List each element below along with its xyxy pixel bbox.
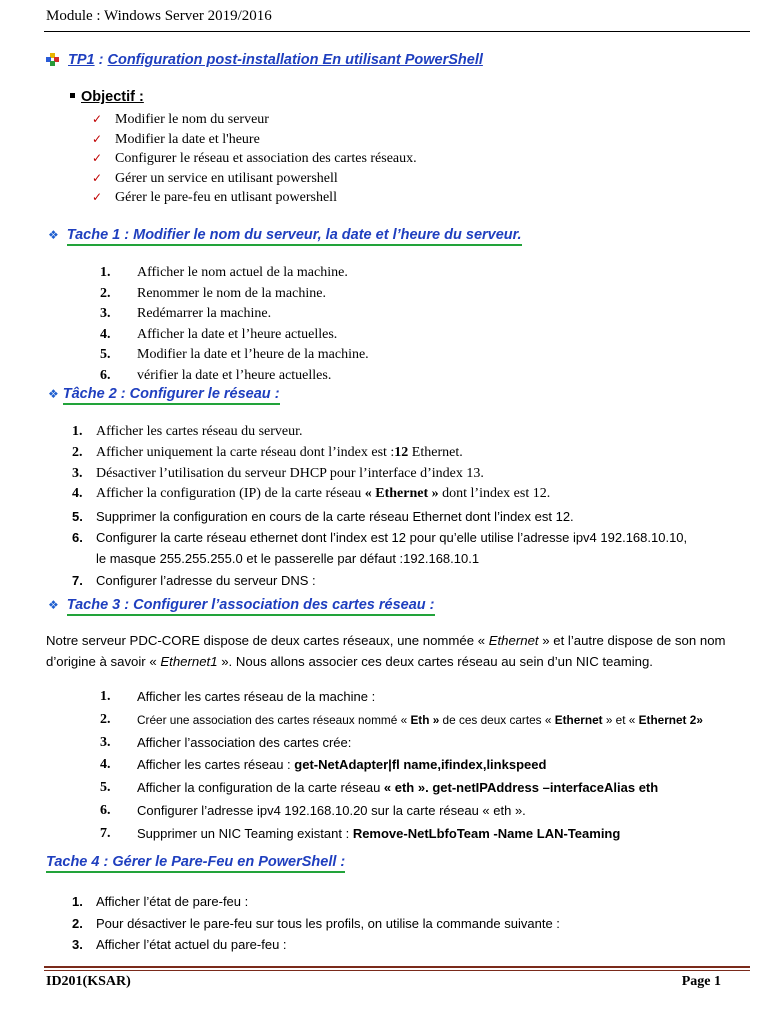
list-item-text: Afficher les cartes réseau de la machine : (137, 689, 376, 704)
page-number: Page 1 (681, 974, 721, 989)
list-item: 7. Configurer l’adresse du serveur DNS : (72, 573, 316, 588)
tache3-paragraph (46, 630, 746, 672)
tache4-title (46, 854, 345, 870)
list-item-bold: Ethernet 2» (638, 712, 703, 727)
list-item-text: Pour désactiver le pare-feu sur tous les profils, on utilise la commande suivante : (96, 915, 560, 931)
tache2-list (72, 424, 688, 588)
list-item-continuation (96, 551, 687, 573)
tache4-heading: Tache 4 : Gérer le Pare-Feu en PowerShell : (46, 854, 345, 873)
list-item: 3. Afficher l’état actuel du pare-feu : (72, 937, 287, 952)
list-item: 1. Afficher le nom actuel de la machine. (100, 265, 348, 280)
list-item: 3. Afficher l’association des cartes crée: (100, 734, 352, 750)
para-italic: Ethernet1 (160, 654, 218, 669)
list-item-text: Afficher uniquement la carte réseau dont l’index est : (96, 444, 395, 460)
list-item (92, 149, 417, 169)
para-text: ». Nous allons associer ces deux cartes réseau au sein d’un NIC teaming. (217, 654, 653, 669)
diamond-bullet-icon: ❖ (48, 387, 59, 401)
list-item-text: Afficher la configuration (IP) de la carte réseau (96, 485, 365, 501)
list-item-text: vérifier la date et l’heure actuelles. (137, 367, 332, 383)
list-item-text: de ces deux cartes « (439, 712, 555, 727)
list-item: 5. Modifier la date et l’heure de la machine. (100, 347, 369, 363)
colored-squares-icon (46, 53, 60, 65)
list-item-text: Afficher le nom actuel de la machine. (137, 265, 348, 280)
list-item: 6. Configurer la carte réseau ethernet dont l’index est 12 pour qu’elle utilise l’adresse ipv4 192.168.10.10, (72, 530, 688, 545)
list-item-text: Supprimer la configuration en cours de la carte réseau Ethernet dont l’index est 12. (96, 508, 574, 524)
square-bullet-icon (70, 93, 75, 98)
objectif-item: Configurer le réseau et association des cartes réseaux. (115, 151, 417, 167)
objectif-label: Objectif : (81, 89, 144, 105)
checkmark-icon: ✓ (92, 112, 103, 126)
diamond-bullet-icon: ❖ (48, 598, 59, 612)
list-item-text: Afficher l’état de pare-feu : (96, 894, 249, 909)
tp-separator: : (94, 52, 108, 68)
objectif-item: Gérer un service en utilisant powershell (115, 170, 338, 186)
list-item-bold: 12 (394, 444, 409, 460)
list-item-bold: Eth » (410, 712, 440, 727)
tache3-list (100, 686, 703, 846)
list-item-bold: « Ethernet » (364, 485, 439, 501)
list-item-bold: Remove-NetLbfoTeam -Name LAN-Teaming (352, 825, 621, 841)
list-item-text: Créer une association des cartes réseaux nommé « (137, 712, 411, 727)
list-item: 5. Supprimer la configuration en cours de la carte réseau Ethernet dont l’index est 12. (72, 508, 574, 524)
para-italic: Ethernet (488, 633, 539, 648)
list-item-text: Afficher les cartes réseau du serveur. (96, 424, 303, 439)
tache1-title (48, 227, 522, 243)
footer-rule-thin (44, 970, 750, 971)
list-item-text: Afficher l’état actuel du pare-feu : (96, 937, 287, 952)
checkmark-icon: ✓ (92, 170, 103, 185)
list-item-text: le masque 255.255.255.0 et le passerelle par défaut :192.168.10.1 (96, 551, 480, 566)
tp-label: TP1 (68, 52, 95, 68)
objectif-item: Gérer le pare-feu en utlisant powershell (115, 190, 337, 206)
tp-title-line (46, 52, 483, 68)
list-item: 3. Redémarrer la machine. (100, 306, 272, 322)
list-item: 2. Afficher uniquement la carte réseau dont l’index est :12 Ethernet. (72, 444, 463, 460)
list-item-text: Modifier la date et l’heure de la machine. (137, 347, 369, 363)
para-text: » et l’autre dispose de son nom d’origine à savoir « (46, 633, 726, 669)
list-item-text: » et « (602, 712, 639, 727)
tache2-title (48, 386, 280, 402)
list-item-text: Afficher l’association des cartes crée: (137, 734, 352, 750)
list-item-text: Supprimer un NIC Teaming existant : (137, 825, 353, 841)
tache4-list (72, 891, 560, 956)
list-item (92, 130, 417, 150)
list-item-text: Afficher les cartes réseau : (137, 757, 295, 773)
list-item: 6. vérifier la date et l’heure actuelles. (100, 367, 332, 383)
tache3-title (48, 597, 435, 613)
objectif-item: Modifier le nom du serveur (115, 112, 269, 127)
list-item-text: Configurer l’adresse ipv4 192.168.10.20 sur la carte réseau « eth ». (137, 802, 526, 818)
list-item: 2. Créer une association des cartes réseaux nommé « Eth » de ces deux cartes « Ethernet » et « Ethernet 2» (100, 711, 703, 727)
list-item: 2. Pour désactiver le pare-feu sur tous les profils, on utilise la commande suivante : (72, 915, 560, 931)
tache1-heading: Tache 1 : Modifier le nom du serveur, la date et l’heure du serveur. (67, 227, 522, 246)
para-text: Notre serveur PDC-CORE dispose de deux cartes réseaux, une nommée « (46, 633, 489, 648)
tache3-heading: Tache 3 : Configurer l’association des cartes réseau : (67, 597, 435, 616)
objectif-heading (70, 89, 144, 105)
list-item-text: dont l’index est 12. (438, 485, 551, 501)
list-item: 1. Afficher l’état de pare-feu : (72, 894, 249, 909)
module-header: Module : Windows Server 2019/2016 (46, 8, 272, 24)
checkmark-icon: ✓ (92, 190, 103, 205)
list-item: 1. Afficher les cartes réseau de la machine : (100, 689, 376, 704)
list-item-bold: Ethernet (554, 712, 603, 727)
list-item: 2. Renommer le nom de la machine. (100, 285, 326, 301)
list-item (92, 110, 417, 130)
list-item-text: Désactiver l’utilisation du serveur DHCP pour l’interface d’index 13. (96, 465, 484, 481)
objectif-list (92, 110, 417, 208)
list-item: 5. Afficher la configuration de la carte réseau « eth ». get-netIPAddress –interfaceAlias eth (100, 780, 659, 796)
list-item-text: Configurer la carte réseau ethernet dont l’index est 12 pour qu’elle utilise l’adresse ipv4 192.168.10.10, (96, 530, 688, 545)
footer-rule (44, 966, 750, 968)
list-item: 4. Afficher les cartes réseau : get-NetAdapter|fl name,ifindex,linkspeed (100, 757, 547, 773)
list-item-bold: get-NetAdapter|fl name,ifindex,linkspeed (294, 757, 547, 773)
list-item: 7. Supprimer un NIC Teaming existant : Remove-NetLbfoTeam -Name LAN-Teaming (100, 825, 621, 841)
footer-course-code: ID201(KSAR) (46, 974, 131, 989)
list-item-bold: « eth ». get-netIPAddress –interfaceAlias eth (383, 780, 659, 796)
list-item: 4. Afficher la date et l’heure actuelles. (100, 326, 338, 342)
list-item-text: Afficher la configuration de la carte réseau (137, 780, 384, 796)
list-item: 1. Afficher les cartes réseau du serveur. (72, 424, 303, 439)
tache1-list (100, 263, 369, 387)
list-item (92, 188, 417, 208)
list-item-text: Afficher la date et l’heure actuelles. (137, 326, 338, 342)
list-item-text: Ethernet. (408, 444, 463, 460)
list-item (92, 169, 417, 189)
objectif-item: Modifier la date et l'heure (115, 131, 260, 147)
header-rule (44, 31, 750, 32)
tp-heading: Configuration post-installation En utilisant PowerShell (107, 52, 483, 68)
list-item-text: Renommer le nom de la machine. (137, 285, 326, 301)
checkmark-icon: ✓ (92, 151, 103, 166)
list-item: 3. Désactiver l’utilisation du serveur DHCP pour l’interface d’index 13. (72, 465, 484, 481)
list-item-text: Redémarrer la machine. (137, 306, 272, 322)
tache2-heading: Tâche 2 : Configurer le réseau : (63, 386, 280, 405)
diamond-bullet-icon: ❖ (48, 228, 59, 242)
list-item: 4. Afficher la configuration (IP) de la carte réseau « Ethernet » dont l’index est 12. (72, 485, 551, 501)
list-item: 6. Configurer l’adresse ipv4 192.168.10.20 sur la carte réseau « eth ». (100, 802, 526, 818)
list-item-text: Configurer l’adresse du serveur DNS : (96, 573, 316, 588)
checkmark-icon: ✓ (92, 131, 103, 146)
